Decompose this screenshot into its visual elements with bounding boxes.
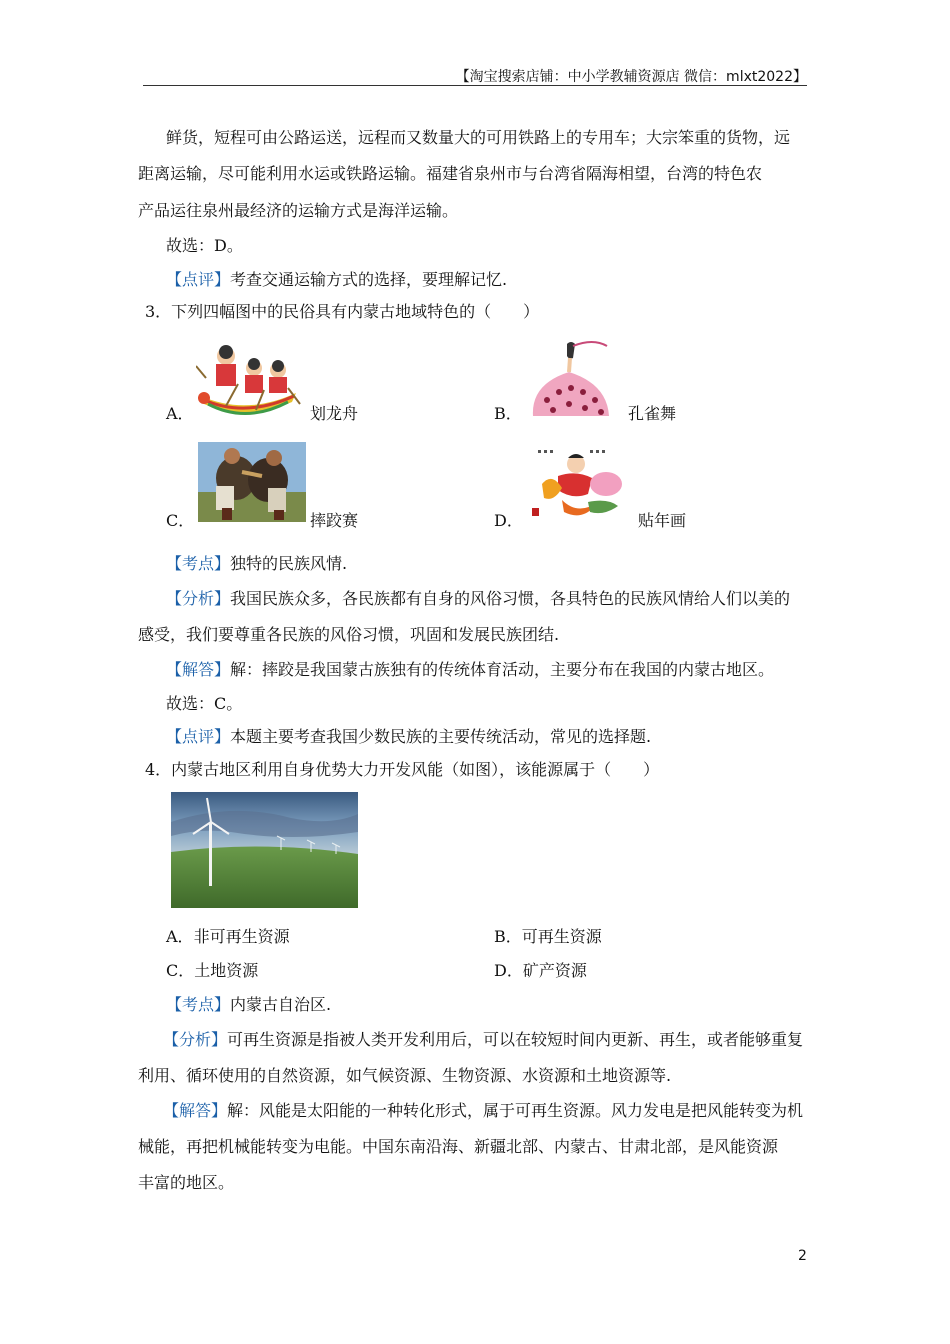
q4-solution-line-1 <box>163 1101 803 1121</box>
q4-point <box>166 995 331 1015</box>
q3-option-d-caption: 贴年画 <box>638 511 687 530</box>
analysis-tag: 【分析】 <box>166 589 231 608</box>
q4-analysis-line-2: 利用、循环使用的自然资源，如气候资源、生物资源、水资源和土地资源等. <box>138 1066 672 1085</box>
q2-text-line-2: 距离运输，尽可能利用水运或铁路运输。福建省泉州市与台湾省隔海相望，台湾的特色农 <box>138 164 763 183</box>
q4-solution-line-3: 丰富的地区。 <box>138 1173 235 1192</box>
page-header: 【淘宝搜索店铺：中小学教辅资源店 微信：mlxt2022】 <box>455 69 807 85</box>
wrestling-image <box>198 442 306 522</box>
q2-text-line-1: 鲜货，短程可由公路运送，远程而又数量大的可用铁路上的专用车；大宗笨重的货物，远 <box>166 128 791 147</box>
q4-solution-line-2: 械能，再把机械能转变为电能。中国东南沿海、新疆北部、内蒙古、甘肃北部，是风能资源 <box>138 1137 779 1156</box>
solution-text: 解：摔跤是我国蒙古族独有的传统体育活动，主要分布在我国的内蒙古地区。 <box>230 660 775 679</box>
option-text: 非可再生资源 <box>193 927 290 946</box>
q2-review <box>166 270 507 290</box>
q3-analysis-line-1 <box>166 589 790 609</box>
point-text: 独特的民族风情. <box>230 554 348 573</box>
analysis-text: 我国民族众多，各民族都有自身的风俗习惯，各具特色的民族风情给人们以美的 <box>230 589 791 608</box>
option-letter: D． <box>494 961 523 980</box>
header-divider <box>143 85 807 86</box>
option-letter: B． <box>494 927 522 946</box>
q3-option-d-letter: D． <box>494 511 523 530</box>
review-tag: 【点评】 <box>166 270 231 289</box>
q4-stem: 4．内蒙古地区利用自身优势大力开发风能（如图），该能源属于（ ） <box>145 760 660 779</box>
q4-option-d <box>494 961 587 981</box>
solution-tag: 【解答】 <box>163 1101 228 1120</box>
review-text: 本题主要考查我国少数民族的主要传统活动，常见的选择题. <box>230 727 652 746</box>
option-letter: A． <box>166 927 194 946</box>
q4-option-b <box>494 927 602 947</box>
q3-option-c-caption: 摔跤赛 <box>310 511 359 530</box>
analysis-tag: 【分析】 <box>163 1030 228 1049</box>
review-tag: 【点评】 <box>166 727 231 746</box>
q4-option-c <box>166 961 258 981</box>
q3-option-c-letter: C． <box>166 511 195 530</box>
q2-text-line-3: 产品运往泉州最经济的运输方式是海洋运输。 <box>138 201 459 220</box>
q4-option-a <box>166 927 290 947</box>
analysis-text: 可再生资源是指被人类开发利用后，可以在较短时间内更新、再生，或者能够重复 <box>227 1030 804 1049</box>
q3-option-a-caption: 划龙舟 <box>310 404 359 423</box>
solution-text: 解：风能是太阳能的一种转化形式，属于可再生资源。风力发电是把风能转变为机 <box>227 1101 804 1120</box>
new-year-painting-image <box>528 442 632 524</box>
q3-option-b-letter: B． <box>494 404 522 423</box>
q3-review <box>166 727 651 747</box>
wind-turbine-image <box>171 792 358 908</box>
q3-analysis-line-2: 感受，我们要尊重各民族的风俗习惯，巩固和发展民族团结. <box>138 625 560 644</box>
peacock-dance-image <box>523 336 617 420</box>
dragon-boat-image <box>196 338 302 418</box>
q3-option-b-caption: 孔雀舞 <box>628 404 677 423</box>
point-text: 内蒙古自治区. <box>230 995 332 1014</box>
point-tag: 【考点】 <box>166 995 231 1014</box>
q4-analysis-line-1 <box>163 1030 803 1050</box>
option-text: 土地资源 <box>194 961 259 980</box>
option-text: 矿产资源 <box>522 961 587 980</box>
q2-answer: 故选：D。 <box>166 236 243 255</box>
review-text: 考查交通运输方式的选择，要理解记忆. <box>230 270 508 289</box>
option-text: 可再生资源 <box>521 927 602 946</box>
q3-point <box>166 554 347 574</box>
solution-tag: 【解答】 <box>166 660 231 679</box>
q3-answer: 故选：C。 <box>166 694 243 713</box>
page-number: 2 <box>798 1248 807 1264</box>
q3-stem: 3．下列四幅图中的民俗具有内蒙古地域特色的（ ） <box>145 302 540 321</box>
q3-option-a-letter: A． <box>166 404 194 423</box>
q3-solution <box>166 660 774 680</box>
option-letter: C． <box>166 961 195 980</box>
point-tag: 【考点】 <box>166 554 231 573</box>
